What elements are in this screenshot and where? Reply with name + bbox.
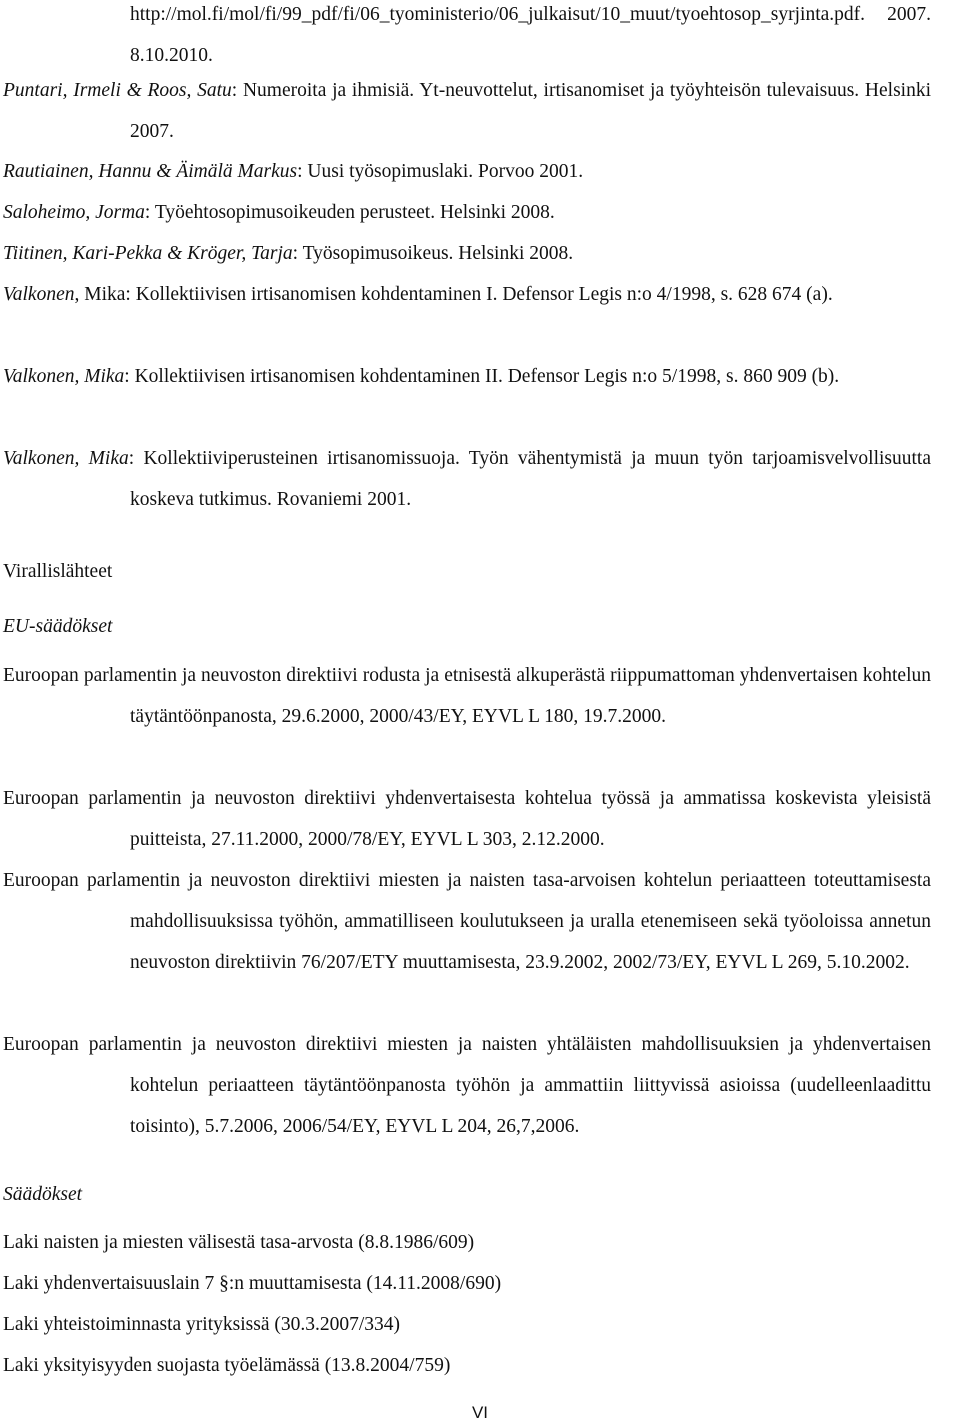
literature-entry: [3, 192, 931, 233]
entry-text: : Kollektiivisen irtisanomisen kohdentaminen II. Defensor Legis n:o 5/1998, s. 860 909 (b).: [124, 366, 840, 387]
entry-text: http://mol.fi/mol/fi/99_pdf/fi/06_tyoministerio/06_julkaisut/10_muut/tyoehtosop_syrjinta.pdf. 2007. 8.10.2010.: [130, 4, 931, 66]
entry-text: : Numeroita ja ihmisiä. Yt-neuvottelut, irtisanomiset ja työyhteisön tulevaisuus. Helsinki 2007.: [130, 80, 932, 142]
entry-text: : Uusi työsopimuslaki. Porvoo 2001.: [297, 161, 584, 182]
entry-text: : Työehtosopimusoikeuden perusteet. Helsinki 2008.: [144, 202, 555, 223]
entry-text: : Työsopimusoikeus. Helsinki 2008.: [292, 243, 574, 264]
statute-entry: Laki naisten ja miesten välisestä tasa-arvosta (8.8.1986/609): [3, 1232, 475, 1253]
literature-entry: [3, 274, 931, 315]
eu-act-entry: [3, 655, 931, 737]
entry-text: Euroopan parlamentin ja neuvoston direktiivi miesten ja naisten tasa-arvoisen kohtelun periaatteen toteuttamisesta mahdollisuuksissa työhön, ammatilliseen koulutukseen ja uralla etenemiseen sekä työoloissa annetun neuvoston direktiivin 76/207/ETY muuttamisesta, 23.9.2002, 2002/73/EY, EYVL L 269, 5.10.2002.: [3, 870, 931, 973]
literature-entry: [3, 70, 931, 152]
eu-act-entry: [3, 860, 931, 983]
statute-entry: Laki yhdenvertaisuuslain 7 §:n muuttamisesta (14.11.2008/690): [3, 1273, 502, 1294]
literature-entry: [3, 151, 931, 192]
literature-entry-url: [3, 0, 931, 76]
eu-act-entry: [3, 1024, 931, 1147]
entry-text: Euroopan parlamentin ja neuvoston direktiivi rodusta ja etnisestä alkuperästä riippumattoman yhdenvertaisen kohtelun täytäntöönpanosta, 29.6.2000, 2000/43/EY, EYVL L 180, 19.7.2000.: [3, 665, 931, 727]
literature-entry: [3, 356, 931, 397]
entry-author: Tiitinen, Kari-Pekka & Kröger, Tarja: [3, 243, 293, 264]
statute-entry: Laki yhteistoiminnasta yrityksissä (30.3.2007/334): [3, 1314, 400, 1335]
entry-author: Puntari, Irmeli & Roos, Satu: [3, 80, 232, 101]
entry-author: Valkonen, Mika: [3, 366, 125, 387]
entry-author: Valkonen, Mika: [3, 448, 129, 469]
subsection-heading-eu-acts: EU-säädökset: [3, 616, 113, 637]
entry-text: , Mika: Kollektiivisen irtisanomisen kohdentaminen I. Defensor Legis n:o 4/1998, s. 628 674 (a).: [74, 284, 833, 305]
entry-author: Valkonen: [3, 284, 75, 305]
section-heading-official-sources: Virallislähteet: [3, 561, 113, 582]
page-number: VI: [471, 1403, 489, 1422]
entry-text: : Kollektiiviperusteinen irtisanomissuoja. Työn vähentymistä ja muun työn tarjoamisvelvollisuutta koskeva tutkimus. Rovaniemi 2001.: [128, 448, 932, 510]
eu-act-entry: [3, 778, 931, 860]
literature-entry: [3, 233, 931, 274]
subsection-heading-statutes: Säädökset: [3, 1184, 83, 1205]
entry-text: Euroopan parlamentin ja neuvoston direktiivi yhdenvertaisesta kohtelua työssä ja ammatissa koskevista yleisistä puitteista, 27.11.2000, 2000/78/EY, EYVL L 303, 2.12.2000.: [3, 788, 931, 850]
entry-author: Saloheimo, Jorma: [3, 202, 145, 223]
entry-text: Euroopan parlamentin ja neuvoston direktiivi miesten ja naisten yhtäläisten mahdollisuuksien ja yhdenvertaisen kohtelun periaatteen täytäntöönpanosta työhön ja ammattiin liittyvissä asioissa (uudelleenlaadittu toisinto), 5.7.2006, 2006/54/EY, EYVL L 204, 26,7,2006.: [3, 1034, 931, 1137]
literature-entry: [3, 438, 931, 520]
entry-author: Rautiainen, Hannu & Äimälä Markus: [3, 161, 298, 182]
statute-entry: Laki yksityisyyden suojasta työelämässä (13.8.2004/759): [3, 1355, 451, 1376]
